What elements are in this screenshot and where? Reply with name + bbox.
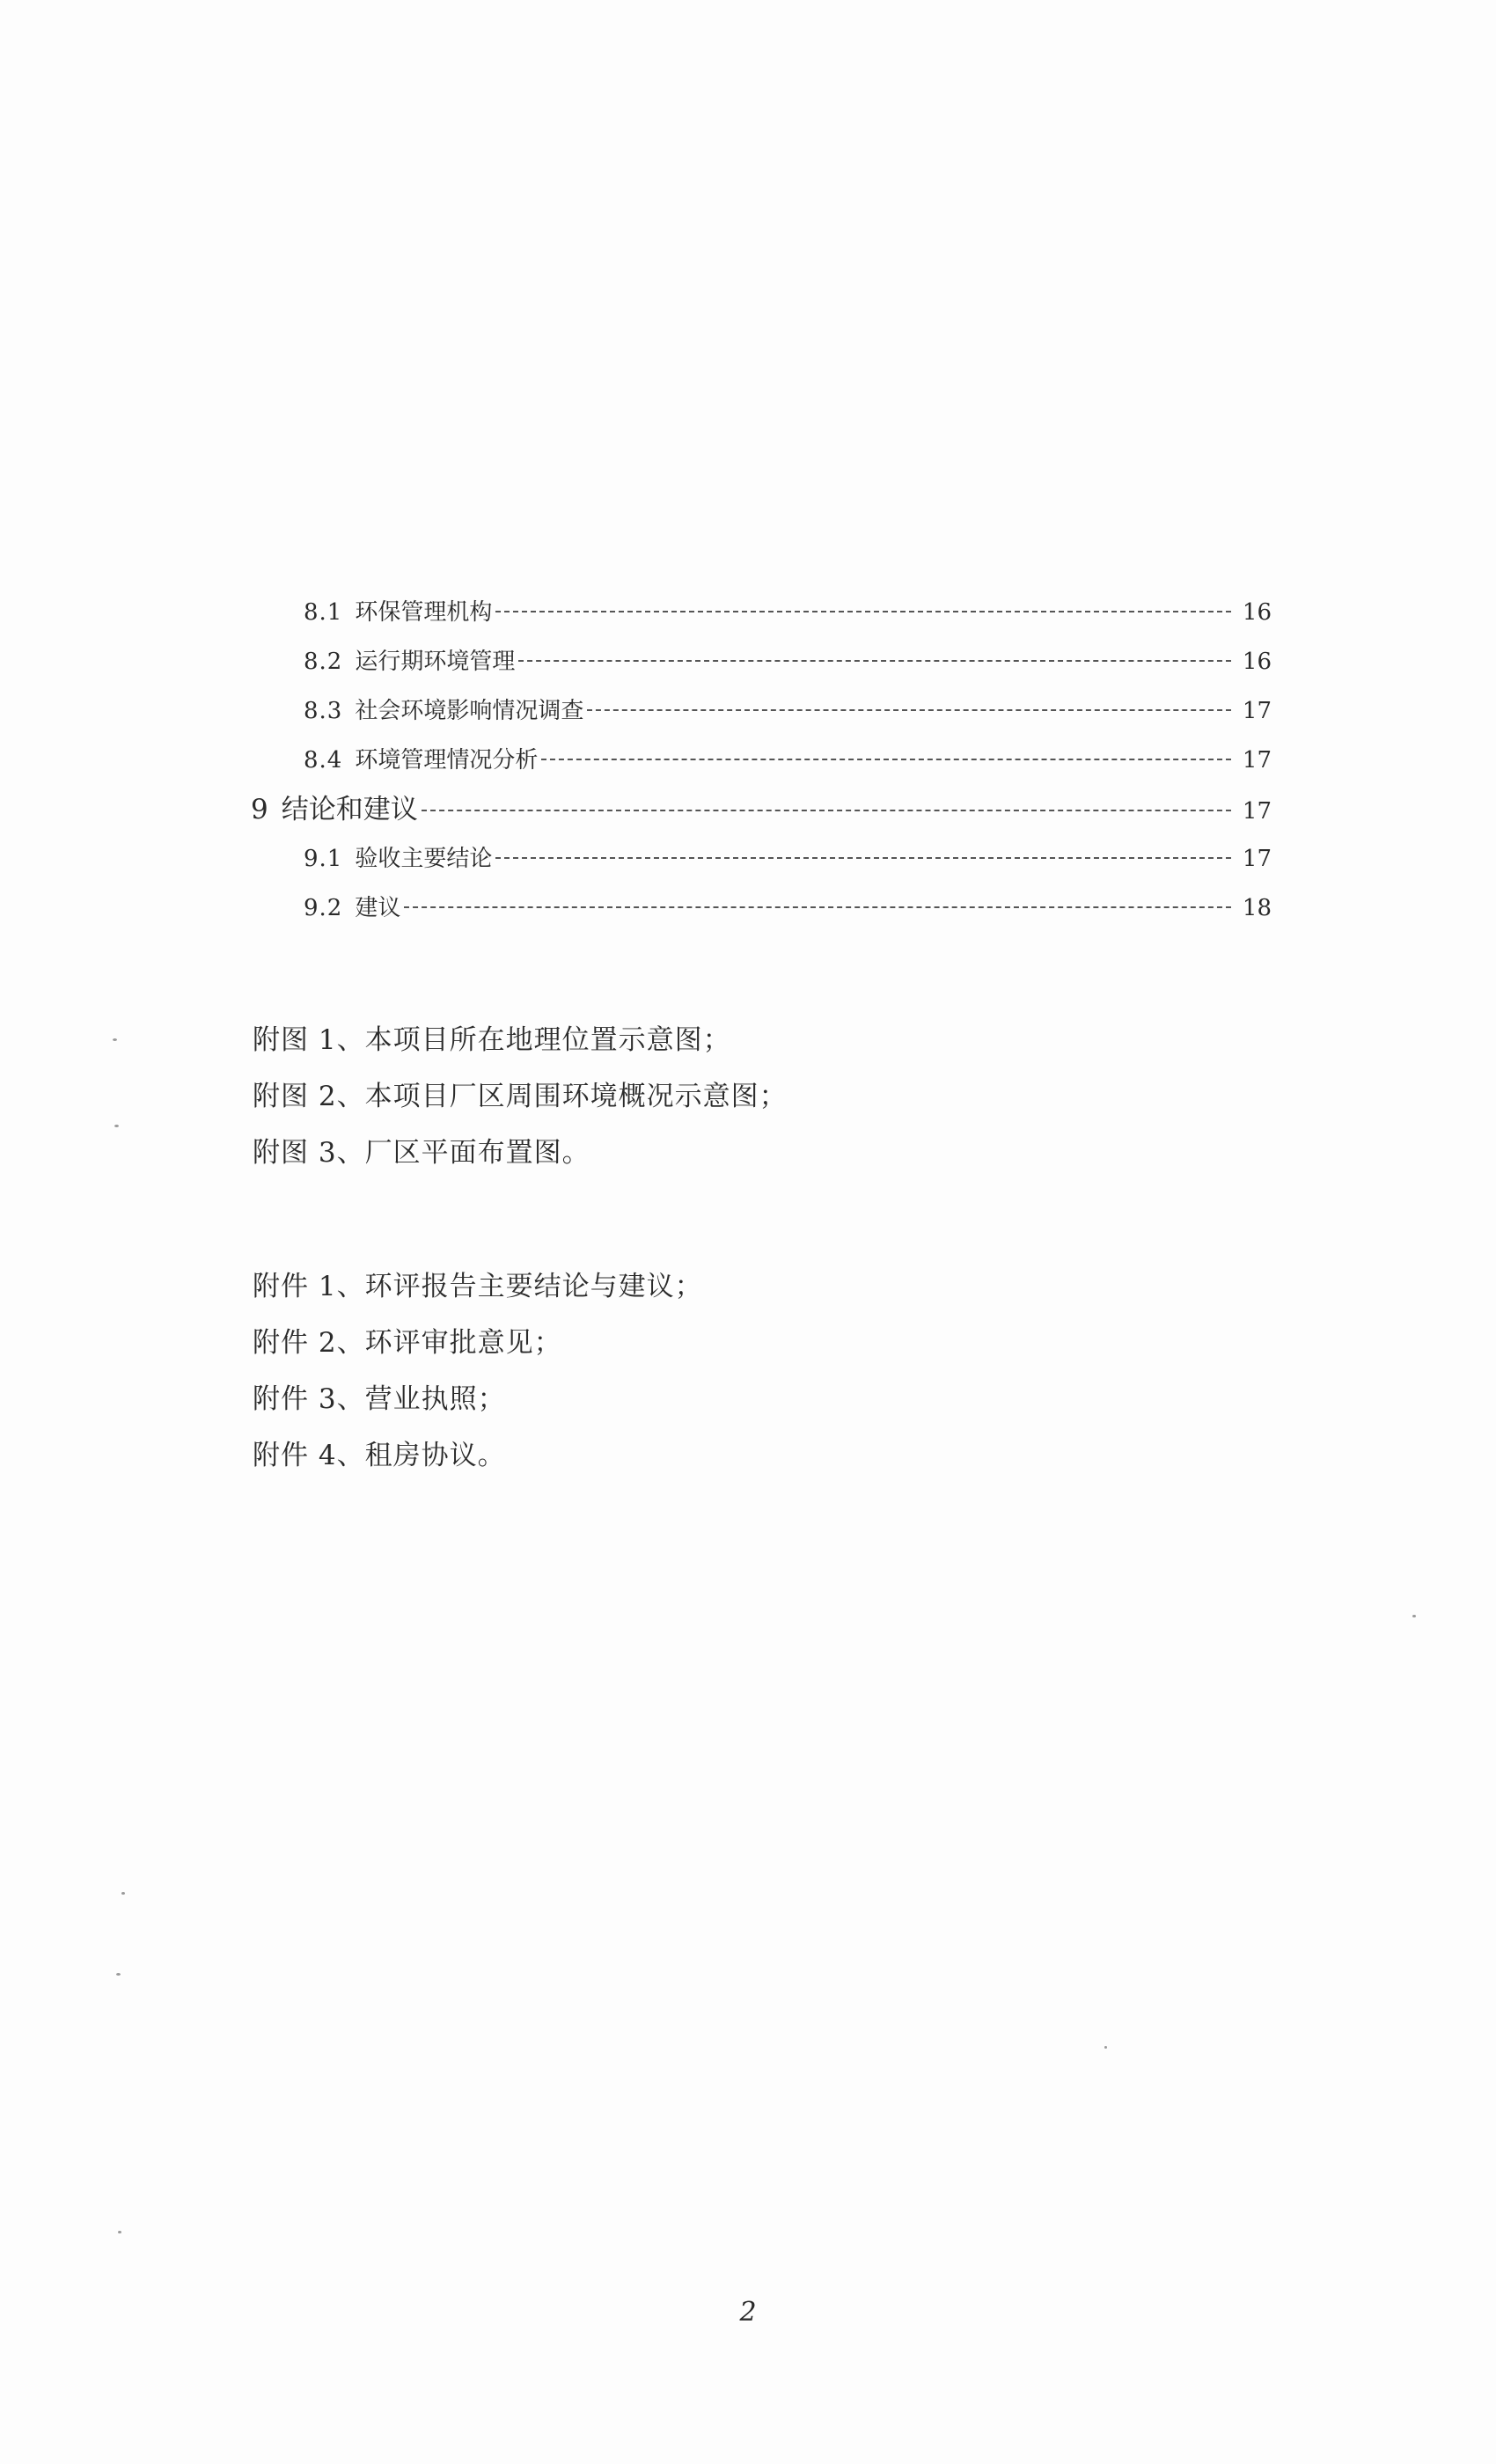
toc-row-page: 17 [1242,846,1272,872]
toc-row-title: 结论和建议 [281,794,418,825]
toc-row-title: 环境管理情况分析 [355,747,539,774]
annex-item: 附件 1、环评报告主要结论与建议； [253,1271,703,1302]
toc-leader [422,810,1231,811]
toc-row-page: 16 [1242,599,1272,626]
toc-row[interactable] [251,686,1272,736]
toc-row-page: 18 [1242,895,1272,921]
scan-speck [114,1125,119,1127]
toc-row-number: 8.3 [304,698,343,724]
scan-speck [121,1892,125,1895]
scan-speck [116,1973,121,1976]
toc-leader [518,660,1231,662]
toc-row-number: 8.2 [304,649,343,675]
toc-leader [495,611,1231,612]
scan-speck [113,1038,117,1041]
toc-leader [495,857,1231,859]
toc-row-title: 运行期环境管理 [355,649,516,675]
toc-row-page: 17 [1242,698,1272,724]
toc-leader [541,759,1231,760]
toc-row-number: 8.1 [304,599,343,626]
toc-row-title: 验收主要结论 [355,846,493,872]
toc-row[interactable] [251,637,1272,686]
toc-row-page: 16 [1242,649,1272,675]
page-number: 2 [739,2297,757,2328]
toc-row[interactable] [251,588,1272,637]
toc-row-number: 8.4 [304,747,343,774]
figure-item: 附图 2、本项目厂区周围环境概况示意图； [253,1081,788,1112]
annex-item: 附件 4、租房协议。 [253,1440,506,1471]
toc-row[interactable] [251,884,1272,933]
figures-list [253,1012,1221,1181]
toc-row-number: 9.2 [304,895,343,921]
toc-row-chapter[interactable] [251,785,1272,834]
toc-row[interactable] [251,834,1272,884]
toc-row-page: 17 [1242,747,1272,774]
toc-row[interactable] [251,736,1272,785]
toc-row-title: 建议 [355,895,401,921]
figure-item: 附图 3、厂区平面布置图。 [253,1137,590,1169]
toc-row-page: 17 [1242,798,1272,825]
scan-speck [1104,2046,1107,2049]
toc-row-number: 9 [251,794,269,825]
annex-item: 附件 3、营业执照； [253,1383,506,1415]
toc-leader [404,906,1231,908]
annex-item: 附件 2、环评审批意见； [253,1327,562,1359]
table-of-contents [251,588,1272,933]
toc-leader [587,709,1231,711]
scan-speck [118,2231,121,2233]
toc-row-title: 社会环境影响情况调查 [355,698,584,724]
figure-item: 附图 1、本项目所在地理位置示意图； [253,1024,731,1056]
scan-speck [1412,1615,1416,1617]
toc-row-title: 环保管理机构 [355,599,493,626]
toc-row-number: 9.1 [304,846,343,872]
annexes-list [253,1258,1221,1484]
